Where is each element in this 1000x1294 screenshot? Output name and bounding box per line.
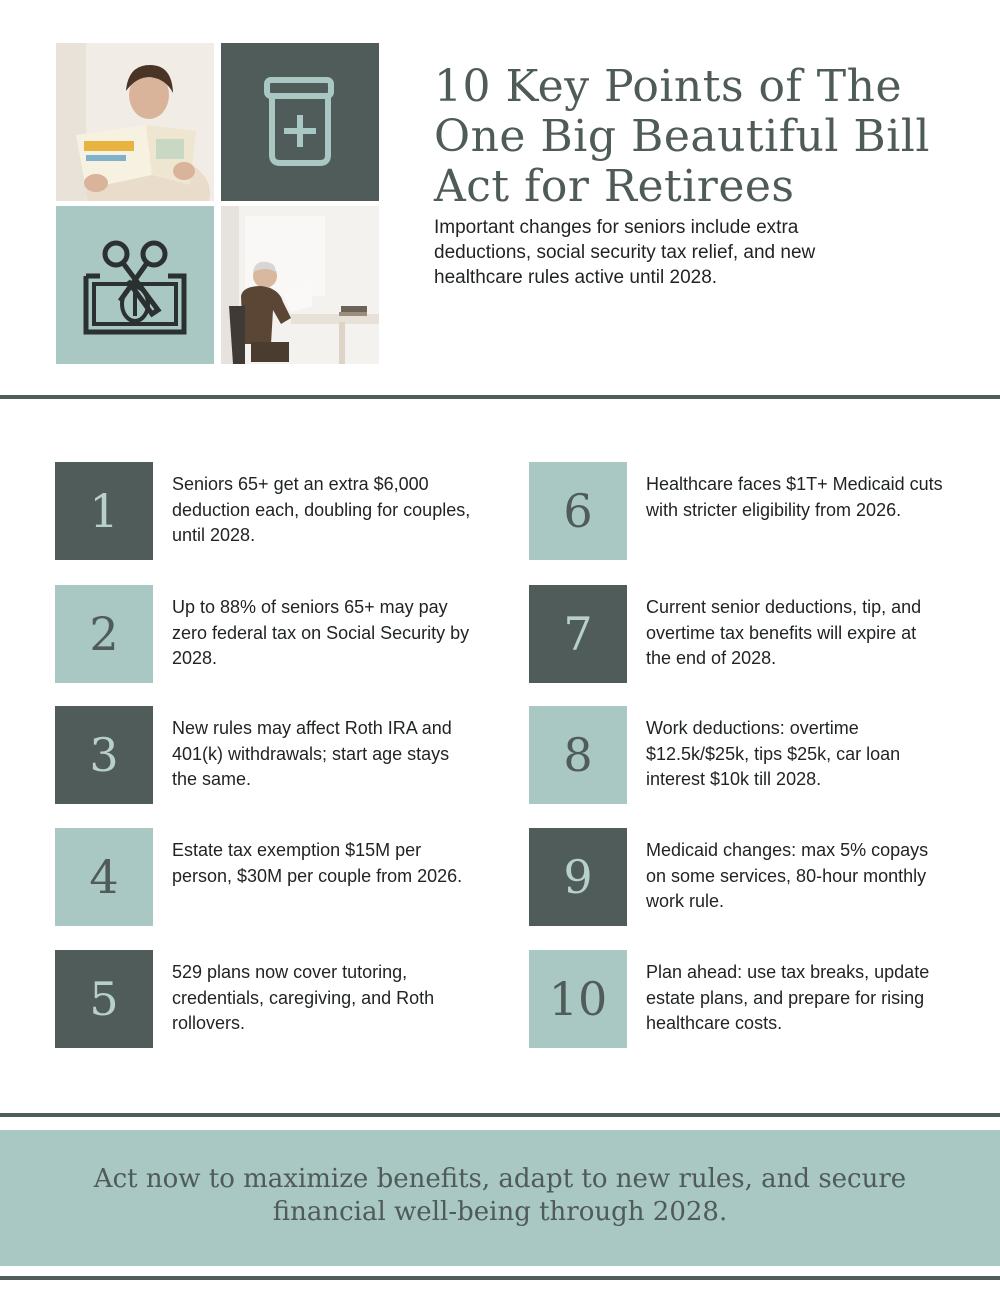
key-point-number: 10 — [529, 950, 627, 1048]
key-point-number: 3 — [55, 706, 153, 804]
key-point-number: 2 — [55, 585, 153, 683]
key-point-3 — [55, 706, 485, 804]
key-point-9 — [529, 828, 959, 926]
header-divider — [0, 395, 1000, 399]
key-point-text: Estate tax exemption $15M per person, $30M per couple from 2026. — [172, 840, 463, 886]
footer-message: Act now to maximize benefits, adapt to new rules, and secure financial well-being through 2028. — [93, 1164, 907, 1227]
footer-divider-bottom — [0, 1276, 1000, 1280]
key-point-text: New rules may affect Roth IRA and 401(k) withdrawals; start age stays the same. — [172, 718, 452, 789]
key-point-number: 5 — [55, 950, 153, 1048]
key-point-4 — [55, 828, 485, 926]
key-point-6 — [529, 462, 959, 560]
key-point-text: Plan ahead: use tax breaks, update estate plans, and prepare for rising healthcare costs. — [646, 962, 930, 1033]
footer-divider-top — [0, 1113, 1000, 1117]
key-point-8 — [529, 706, 959, 804]
key-point-number: 1 — [55, 462, 153, 560]
cut-money-icon — [56, 206, 214, 364]
key-point-text: Up to 88% of seniors 65+ may pay zero federal tax on Social Security by 2028. — [172, 597, 470, 668]
key-point-number: 9 — [529, 828, 627, 926]
key-point-text: Healthcare faces $1T+ Medicaid cuts with stricter eligibility from 2026. — [646, 474, 943, 520]
key-point-number: 6 — [529, 462, 627, 560]
page-subtitle: Important changes for seniors include extra deductions, social security tax relief, and new healthcare rules active until 2028. — [434, 217, 816, 288]
key-point-number: 4 — [55, 828, 153, 926]
photo-senior-man-reading — [221, 206, 379, 364]
key-point-text: Current senior deductions, tip, and overtime tax benefits will expire at the end of 2028. — [646, 597, 922, 668]
key-point-10 — [529, 950, 959, 1048]
key-point-text: Work deductions: overtime $12.5k/$25k, tips $25k, car loan interest $10k till 2028. — [646, 718, 901, 789]
medicine-jar-icon — [221, 43, 379, 201]
key-point-1 — [55, 462, 485, 560]
photo-woman-reading — [56, 43, 214, 201]
key-point-7 — [529, 585, 959, 683]
key-point-5 — [55, 950, 485, 1048]
key-point-text: 529 plans now cover tutoring, credentials, caregiving, and Roth rollovers. — [172, 962, 435, 1033]
key-point-number: 8 — [529, 706, 627, 804]
page-title: 10 Key Points of The One Big Beautiful Bill Act for Retirees — [434, 61, 930, 212]
key-point-text: Seniors 65+ get an extra $6,000 deduction each, doubling for couples, until 2028. — [172, 474, 471, 545]
key-point-number: 7 — [529, 585, 627, 683]
key-point-text: Medicaid changes: max 5% copays on some services, 80-hour monthly work rule. — [646, 840, 929, 911]
key-point-2 — [55, 585, 485, 683]
